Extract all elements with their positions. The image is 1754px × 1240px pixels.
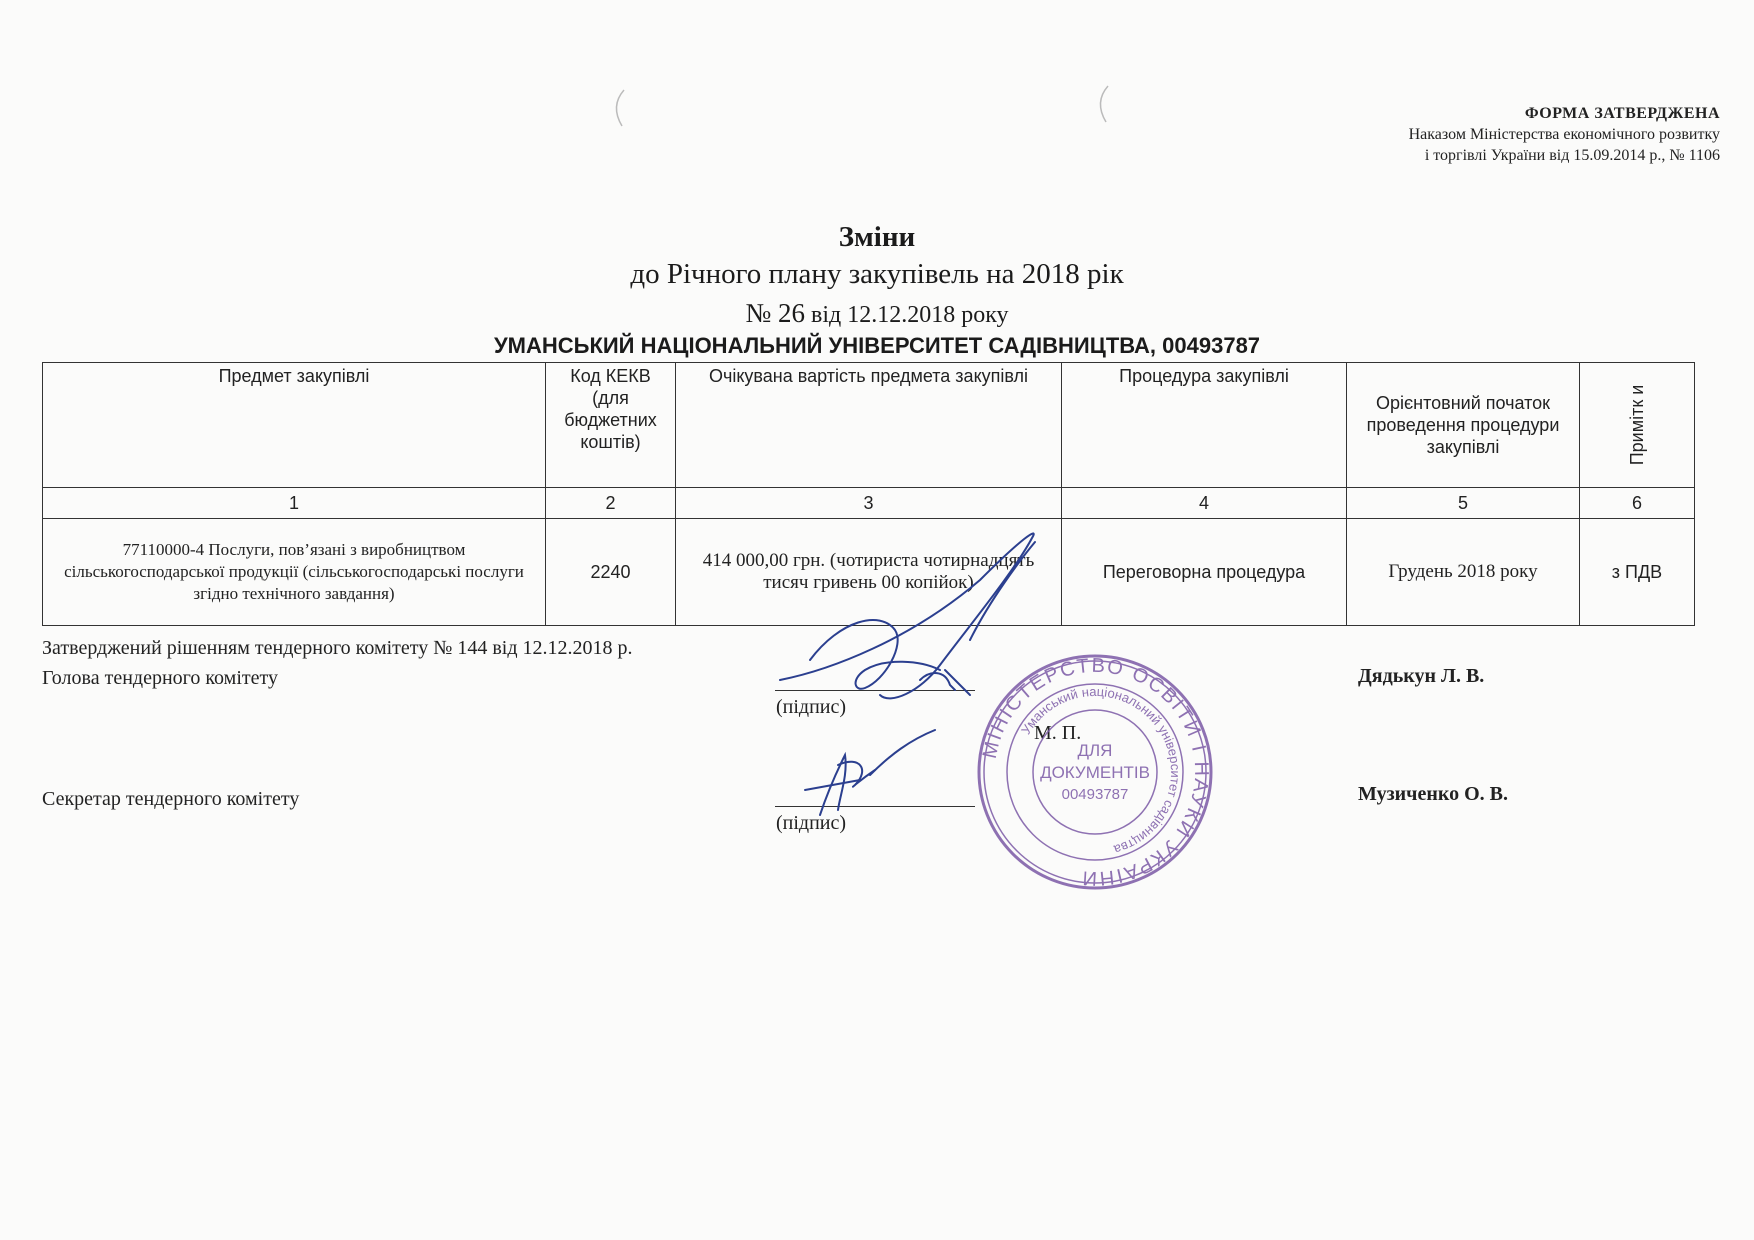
header-notes — [1580, 363, 1695, 488]
header-procedure: Процедура закупівлі — [1062, 363, 1347, 488]
column-number: 6 — [1580, 488, 1695, 519]
cell-start: Грудень 2018 року — [1347, 519, 1580, 626]
column-number: 4 — [1062, 488, 1347, 519]
approval-note — [1409, 103, 1720, 166]
cell-kekv: 2240 — [546, 519, 676, 626]
column-number-row — [43, 488, 1695, 519]
header-subject: Предмет закупівлі — [43, 363, 546, 488]
header-notes-text: Примітк и — [1627, 384, 1647, 466]
header-start: Орієнтовний початок проведення процедури закупівлі — [1347, 363, 1580, 488]
stamp-inner-text: Уманський національний університет садівництва — [1018, 683, 1184, 858]
chair-label: Голова тендерного комітету — [42, 667, 278, 689]
chair-name: Дядькун Л. В. — [1358, 665, 1485, 687]
organization-name: УМАНСЬКИЙ НАЦІОНАЛЬНИЙ УНІВЕРСИТЕТ САДІВНИЦТВА, 00493787 — [493, 333, 1261, 358]
cell-cost: 414 000,00 грн. (чотириста чотирнадцять тисяч гривень 00 копійок) — [676, 519, 1062, 626]
secretary-name: Музиченко О. В. — [1358, 783, 1509, 805]
document-number-date: від 12.12.2018 року — [804, 302, 1009, 328]
column-number: 3 — [676, 488, 1062, 519]
stamp-center-line3: 00493787 — [1061, 786, 1129, 803]
approved-line: Затверджений рішенням тендерного комітету № 144 від 12.12.2018 р. — [42, 637, 633, 659]
secretary-signature-drawing — [800, 725, 950, 830]
scan-mark-right — [1092, 84, 1112, 129]
stamp-outer-text: МІНІСТЕРСТВО ОСВІТИ І НАУКИ УКРАЇНИ — [978, 654, 1213, 890]
cell-procedure: Переговорна процедура — [1062, 519, 1347, 626]
header-cost: Очікувана вартість предмета закупівлі — [676, 363, 1062, 488]
seal-label: М. П. — [1034, 722, 1082, 744]
secretary-signature-caption: (підпис) — [776, 812, 847, 834]
cell-notes: з ПДВ — [1580, 519, 1695, 626]
chair-signature-caption: (підпис) — [776, 696, 847, 718]
stamp-center-line2: ДОКУМЕНТІВ — [1040, 763, 1150, 782]
approval-title: ФОРМА ЗАТВЕРДЖЕНА — [1524, 105, 1720, 122]
document-subheading: до Річного плану закупівель на 2018 рік — [630, 258, 1124, 290]
scan-mark-left — [608, 88, 628, 133]
table-header-row — [43, 363, 1695, 488]
column-number: 2 — [546, 488, 676, 519]
official-stamp — [975, 652, 1215, 897]
document-number — [0, 298, 1754, 329]
approval-order: Наказом Міністерства економічного розвитку — [1408, 126, 1720, 143]
column-number: 1 — [43, 488, 546, 519]
stamp-center-line1: ДЛЯ — [1077, 741, 1113, 760]
approval-date: і торгівлі України від 15.09.2014 р., № 1106 — [1424, 147, 1720, 164]
document-number-prefix: № 26 — [745, 298, 805, 328]
column-number: 5 — [1347, 488, 1580, 519]
document-heading: Зміни — [838, 221, 916, 253]
header-kekv: Код КЕКВ (для бюджетних коштів) — [546, 363, 676, 488]
cell-subject: 77110000-4 Послуги, пов’язані з виробництвом сільськогосподарської продукції (сільськогосподарські послуги згідно технічного завдання) — [43, 519, 546, 626]
secretary-label: Секретар тендерного комітету — [42, 788, 300, 810]
